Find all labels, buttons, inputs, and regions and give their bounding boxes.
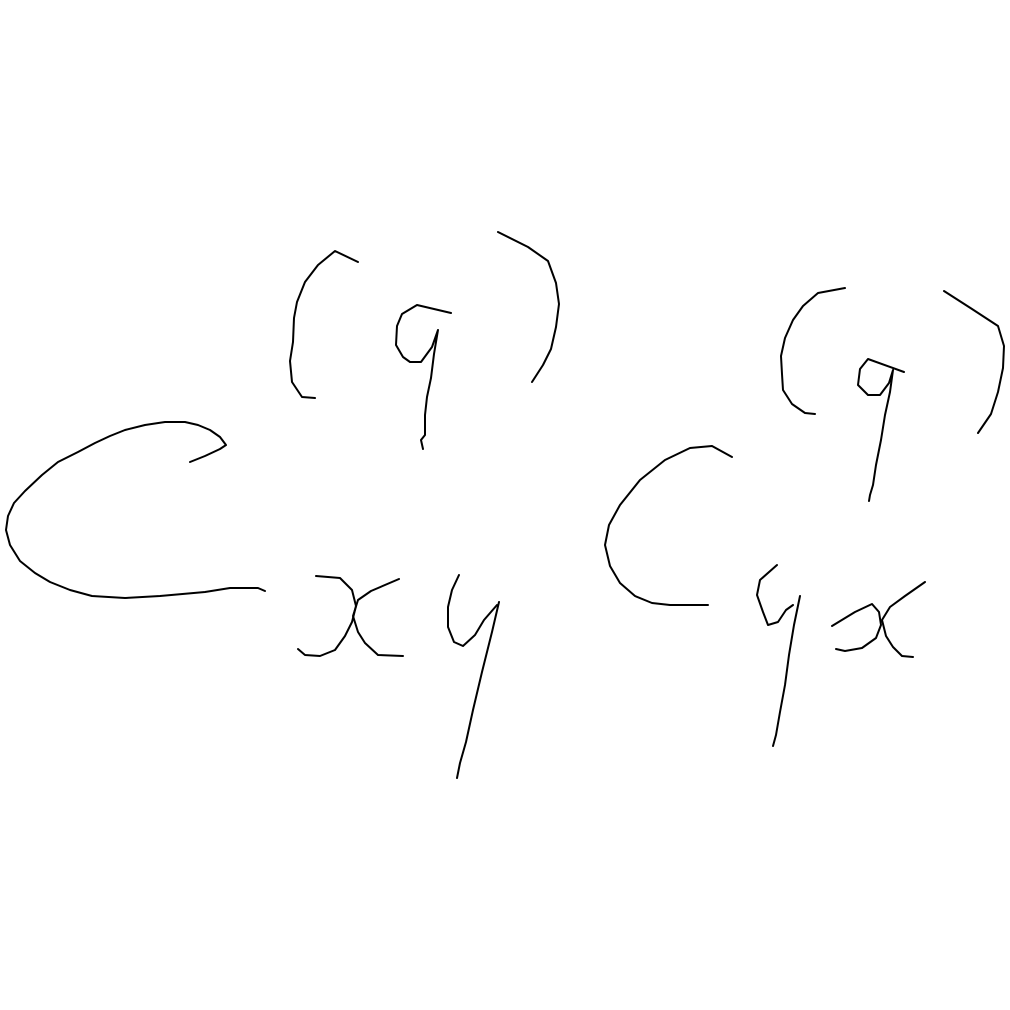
stroke-right-open-paren bbox=[781, 288, 845, 414]
stroke-right-y-tail bbox=[773, 596, 800, 746]
stroke-left-x-arc1 bbox=[298, 576, 356, 656]
stroke-right-y-arm bbox=[757, 565, 793, 625]
stroke-left-x-arc2 bbox=[353, 579, 403, 656]
stroke-left-C bbox=[6, 422, 265, 598]
ink-strokes bbox=[6, 232, 1004, 778]
stroke-left-close-paren bbox=[498, 232, 559, 382]
stroke-left-q bbox=[396, 305, 451, 449]
stroke-left-y-arm bbox=[448, 575, 497, 646]
stroke-right-close-paren bbox=[944, 291, 1004, 433]
stroke-right-x-arc2 bbox=[882, 582, 925, 657]
stroke-right-x-arc1 bbox=[832, 604, 881, 651]
stroke-left-open-paren bbox=[290, 251, 358, 398]
stroke-right-C bbox=[605, 446, 732, 605]
stroke-right-q bbox=[858, 359, 904, 501]
